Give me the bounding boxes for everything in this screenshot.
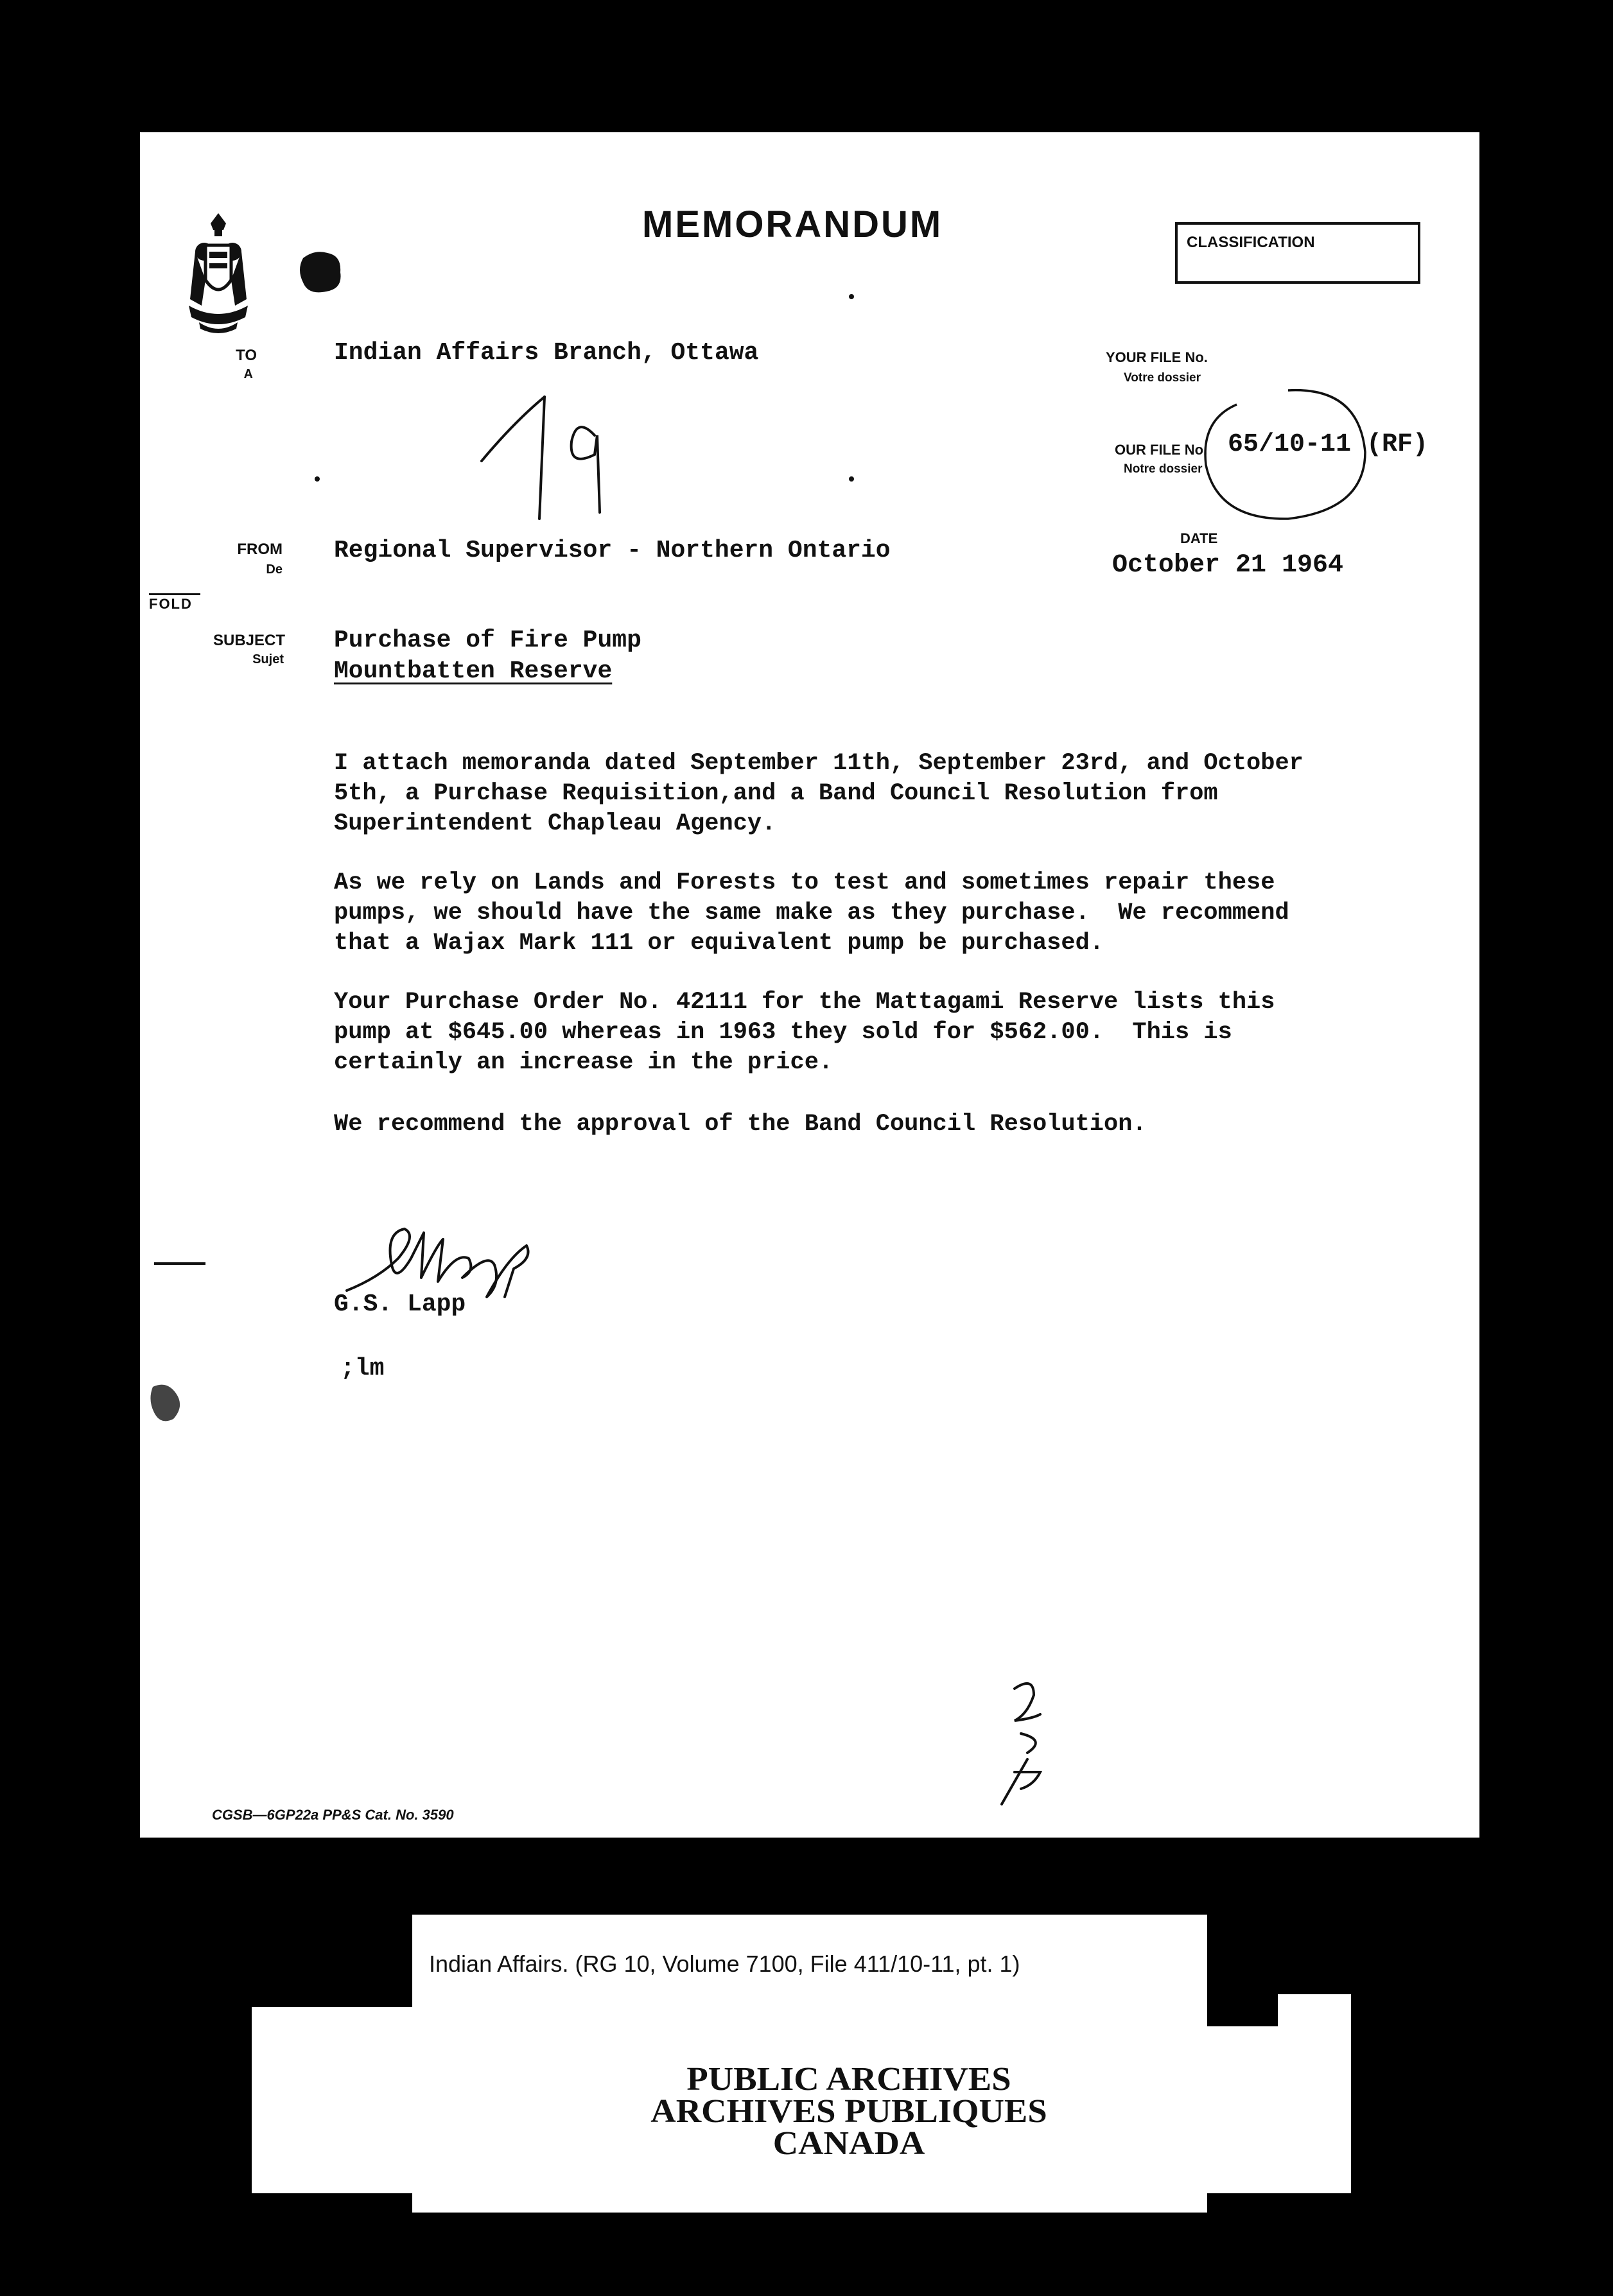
handwritten-marks <box>989 1676 1072 1811</box>
stamp-line-1: PUBLIC ARCHIVES <box>686 2061 1011 2098</box>
hand-drawn-circle <box>1192 381 1378 529</box>
subject-line-2: Mountbatten Reserve <box>334 657 613 685</box>
card-bottom <box>412 2174 1207 2213</box>
subject-label-fr: Sujet <box>252 652 284 666</box>
fold-line <box>149 593 200 595</box>
coat-of-arms-icon <box>186 209 250 338</box>
memo-title: MEMORANDUM <box>642 204 943 245</box>
our-file-value: 65/10-11 (RF) <box>1228 430 1429 459</box>
card-notch <box>252 1969 412 2007</box>
body-paragraph-1: I attach memoranda dated September 11th, September 23rd, and October 5th, a Purchase Requisition,and a Band Council Resolution from Superintendent Chapleau Agency. <box>334 750 1303 837</box>
typist-initials: ;lm <box>340 1355 385 1382</box>
date-label: DATE <box>1180 530 1218 546</box>
our-file-label: OUR FILE No. <box>1115 442 1208 458</box>
handwritten-note-19 <box>469 390 623 525</box>
subject-line-1: Purchase of Fire Pump <box>334 627 641 654</box>
subject-label: SUBJECT <box>213 632 286 649</box>
stray-dot <box>849 294 854 299</box>
body-paragraph-2: As we rely on Lands and Forests to test and sometimes repair these pumps, we should have the same make as they purchase. We recommend that a Wajax Mark 111 or equivalent pump be purchased. <box>334 869 1289 957</box>
catalog-number: CGSB—6GP22a PP&S Cat. No. 3590 <box>212 1807 454 1823</box>
from-label-fr: De <box>266 562 283 577</box>
torn-margin-mark <box>148 1380 186 1425</box>
ink-blot <box>295 247 347 298</box>
your-file-label: YOUR FILE No. <box>1106 349 1208 365</box>
to-label-fr: A <box>243 367 253 381</box>
classification-label: CLASSIFICATION <box>1187 234 1315 251</box>
margin-dash <box>154 1262 205 1265</box>
stray-dot <box>315 476 320 482</box>
our-file-label-fr: Notre dossier <box>1124 462 1203 476</box>
archive-stamp <box>252 2061 1446 2162</box>
to-label: TO <box>236 347 257 364</box>
from-label: FROM <box>237 541 283 558</box>
from-value: Regional Supervisor - Northern Ontario <box>334 537 891 564</box>
stamp-line-2: ARCHIVES PUBLIQUES <box>650 2093 1047 2130</box>
fold-label: FOLD <box>149 596 193 612</box>
to-value: Indian Affairs Branch, Ottawa <box>334 339 759 367</box>
body-paragraph-3: Your Purchase Order No. 42111 for the Mattagami Reserve lists this pump at $645.00 whereas in 1963 they sold for $562.00. This is certainly an increase in the price. <box>334 989 1275 1076</box>
classification-box <box>1175 222 1420 284</box>
stamp-line-3: CANADA <box>772 2125 925 2162</box>
body-paragraph-4: We recommend the approval of the Band Council Resolution. <box>334 1111 1147 1138</box>
date-value: October 21 1964 <box>1112 551 1344 580</box>
stray-dot <box>849 476 854 482</box>
archive-reference: Indian Affairs. (RG 10, Volume 7100, File 411/10-11, pt. 1) <box>429 1951 1020 1977</box>
your-file-label-fr: Votre dossier <box>1124 371 1201 385</box>
signature-name: G.S. Lapp <box>334 1291 466 1318</box>
